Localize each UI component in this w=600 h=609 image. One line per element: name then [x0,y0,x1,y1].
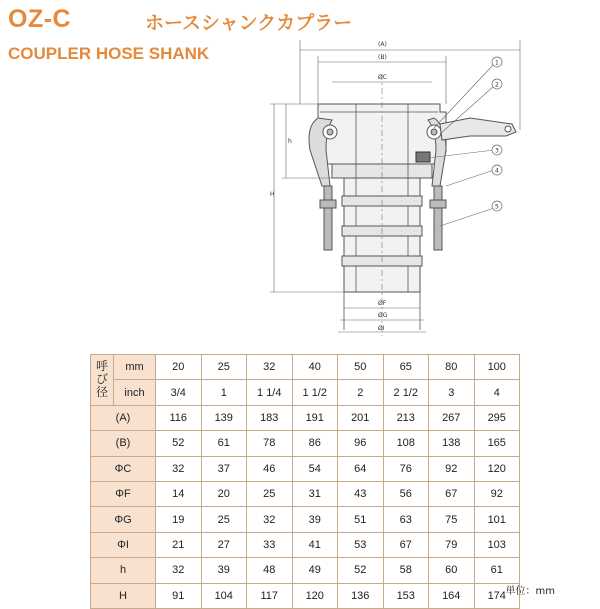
table-cell: 67 [429,481,475,506]
table-cell: 40 [292,355,338,380]
table-cell: 27 [201,532,247,557]
table-cell: 75 [429,507,475,532]
table-cell: 60 [429,558,475,583]
table-cell: 25 [201,507,247,532]
table-cell: 48 [247,558,293,583]
table-cell: 19 [156,507,202,532]
table-cell: 4 [474,380,520,405]
table-cell: 61 [474,558,520,583]
callout-4: 4 [495,167,499,175]
table-cell: 174 [474,583,520,608]
table-cell: 78 [247,431,293,456]
table-cell: 183 [247,405,293,430]
table-cell: 32 [247,507,293,532]
nominal-size-header: 呼 び 径 [91,355,114,406]
table-cell: 39 [292,507,338,532]
dim-label-g: ØG [378,312,388,319]
table-cell: 103 [474,532,520,557]
table-row-h-large [91,583,520,608]
table-cell: 65 [383,355,429,380]
product-code: OZ-C [8,5,72,33]
callout-5: 5 [495,203,499,211]
table-cell: 136 [338,583,384,608]
row-label: ΦI [91,532,156,557]
dim-label-i: ØI [378,325,385,332]
table-cell: 267 [429,405,475,430]
table-cell: 63 [383,507,429,532]
table-cell: 1 1/2 [292,380,338,405]
dim-label-h-small: h [288,138,292,145]
table-cell: 117 [247,583,293,608]
table-cell: 39 [201,558,247,583]
dim-label-c: ØC [378,74,387,81]
table-cell: 52 [156,431,202,456]
table-cell: 20 [156,355,202,380]
row-label: (A) [91,405,156,430]
table-row-inch [91,380,520,405]
table-cell: 31 [292,481,338,506]
table-cell: 2 [338,380,384,405]
table-row-f [91,481,520,506]
table-row-a [91,405,520,430]
table-cell: 58 [383,558,429,583]
callout-1: 1 [495,59,499,67]
table-cell: 80 [429,355,475,380]
table-cell: 104 [201,583,247,608]
table-row-c [91,456,520,481]
table-row-b [91,431,520,456]
table-cell: 43 [338,481,384,506]
table-cell: 21 [156,532,202,557]
table-cell: 25 [247,481,293,506]
table-cell: 41 [292,532,338,557]
table-cell: 51 [338,507,384,532]
table-row-h-small [91,558,520,583]
row-label: h [91,558,156,583]
table-cell: 37 [201,456,247,481]
table-cell: 92 [474,481,520,506]
table-cell: 101 [474,507,520,532]
product-title-jp: ホースシャンクカプラー [145,12,353,34]
spec-table [90,354,520,609]
dim-label-h-large: H [270,191,275,198]
table-cell: 76 [383,456,429,481]
callout-2: 2 [495,81,499,89]
table-cell: 295 [474,405,520,430]
table-row-i [91,532,520,557]
table-cell: 25 [201,355,247,380]
table-cell: 116 [156,405,202,430]
row-label: (B) [91,431,156,456]
table-cell: 153 [383,583,429,608]
table-cell: 86 [292,431,338,456]
table-cell: 56 [383,481,429,506]
row-label: ΦF [91,481,156,506]
table-cell: 164 [429,583,475,608]
row-label: ΦC [91,456,156,481]
table-cell: 92 [429,456,475,481]
product-title-en: COUPLER HOSE SHANK [8,44,210,63]
table-cell: 96 [338,431,384,456]
table-cell: 33 [247,532,293,557]
inch-label: inch [114,380,156,405]
table-cell: 100 [474,355,520,380]
gasket [416,152,430,162]
table-cell: 49 [292,558,338,583]
table-row-mm [91,355,520,380]
table-cell: 54 [292,456,338,481]
callout-3: 3 [495,147,499,155]
table-cell: 2 1/2 [383,380,429,405]
row-label: ΦG [91,507,156,532]
table-cell: 79 [429,532,475,557]
table-cell: 32 [247,355,293,380]
table-cell: 1 1/4 [247,380,293,405]
table-cell: 67 [383,532,429,557]
table-cell: 191 [292,405,338,430]
table-cell: 1 [201,380,247,405]
table-cell: 213 [383,405,429,430]
table-cell: 108 [383,431,429,456]
dim-label-a: (A) [378,41,387,48]
table-cell: 139 [201,405,247,430]
mm-label: mm [114,355,156,380]
table-cell: 120 [474,456,520,481]
row-label: H [91,583,156,608]
table-cell: 61 [201,431,247,456]
table-cell: 53 [338,532,384,557]
table-cell: 3 [429,380,475,405]
table-cell: 20 [201,481,247,506]
unit-note: 単位：mm [505,586,555,597]
table-cell: 3/4 [156,380,202,405]
table-cell: 50 [338,355,384,380]
coupler-technical-drawing [258,30,538,340]
table-cell: 201 [338,405,384,430]
table-cell: 138 [429,431,475,456]
table-cell: 120 [292,583,338,608]
table-row-g [91,507,520,532]
cam-arm-right [427,118,516,186]
table-cell: 91 [156,583,202,608]
table-cell: 46 [247,456,293,481]
table-cell: 32 [156,456,202,481]
table-cell: 64 [338,456,384,481]
table-cell: 52 [338,558,384,583]
table-cell: 14 [156,481,202,506]
dim-label-f: ØF [378,300,387,307]
table-cell: 165 [474,431,520,456]
table-cell: 32 [156,558,202,583]
dim-label-b: (B) [378,54,387,61]
